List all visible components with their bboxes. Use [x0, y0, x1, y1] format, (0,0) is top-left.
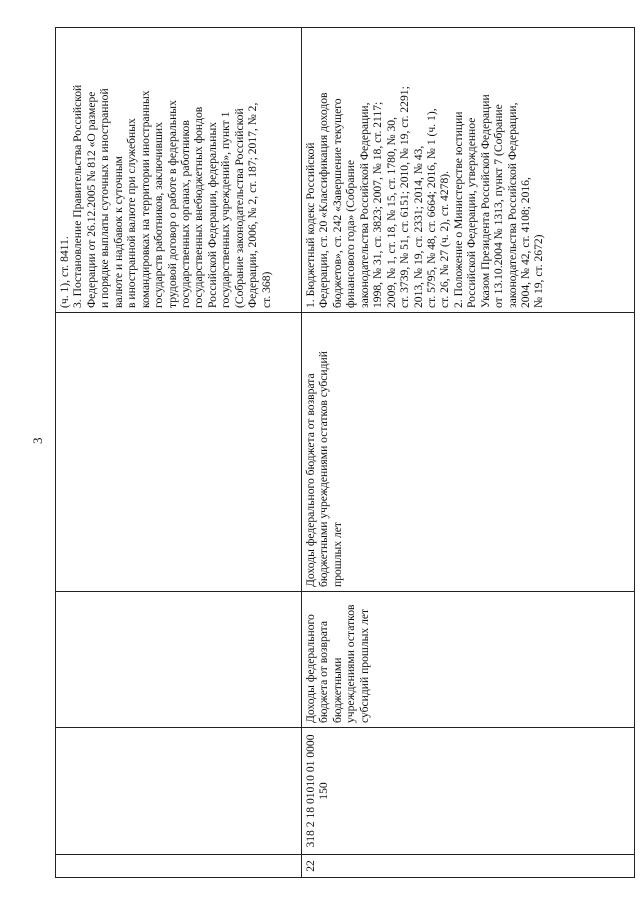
- legal-basis-line: ст. 5795, № 48, ст. 6664; 2016, № 1 (ч. 1),: [424, 108, 438, 308]
- legal-basis-line: № 19, ст. 2672): [532, 234, 546, 308]
- legal-basis-line: (ч. 1), ст. 8411.: [58, 236, 71, 308]
- legal-basis-line: законодательства Российской Федерации,: [505, 102, 519, 308]
- legal-basis-line: трудовой договор о работе в федеральных: [165, 100, 179, 308]
- legal-basis-line: Российской Федерации, федеральных: [205, 121, 219, 308]
- description-cell: [56, 313, 302, 592]
- table-row: [56, 28, 302, 878]
- legal-basis-line: государственных внебюджетных фондов: [192, 106, 206, 308]
- table-row: [302, 28, 635, 878]
- legal-basis-line: бюджетов», ст. 242 «Завершение текущего: [330, 98, 344, 308]
- legal-basis-line: Федерации, ст. 20 «Классификация доходов: [317, 92, 331, 308]
- legal-basis-line: командировках на территории иностранных: [138, 90, 152, 308]
- legal-basis-line: 2004, № 42, ст. 4108; 2016,: [519, 177, 532, 308]
- page-number: 3: [30, 437, 45, 444]
- description-cell: Доходы федерального бюджета от возврата бюджетными учреждениями остатков субсидий прошлых лет: [302, 313, 635, 592]
- legal-basis-line: Российской Федерации, утвержденное: [465, 117, 479, 308]
- legal-basis-line: Указом Президента Российской Федерации: [478, 94, 492, 308]
- legal-basis-line: 2013, № 19, ст. 2331; 2014, № 43,: [411, 145, 425, 308]
- code-cell: 318 2 18 01010 01 0000 150: [302, 728, 635, 855]
- legal-basis-line: в иностранной валюте при служебных: [125, 118, 139, 308]
- legal-basis-line: Федерации, 2006, № 2, ст. 187; 2017, № 2,: [246, 102, 260, 308]
- legal-basis-line: ст. 368): [259, 271, 273, 308]
- legal-basis-line: 1998, № 31, ст. 3823; 2007, № 18, ст. 2117;: [371, 101, 385, 308]
- legal-basis-line: 1. Бюджетный кодекс Российской: [304, 142, 317, 308]
- legal-basis-line: финансового года» (Собрание: [344, 159, 358, 308]
- legal-basis-line: государств работников, заключивших: [152, 122, 166, 308]
- landscape-page: [55, 28, 635, 878]
- legal-basis-line: 2. Положение о Министерстве юстиции: [451, 111, 465, 308]
- legal-basis-line: (Собрание законодательства Российской: [232, 108, 246, 308]
- legal-basis-line: государственных органах, работников: [178, 120, 192, 308]
- legal-basis-line: ст. 26, № 27 (ч. 2), ст. 4278).: [438, 170, 452, 308]
- classification-table: [55, 27, 635, 878]
- legal-basis-line: Федерации от 26.12.2005 № 812 «О размере: [84, 91, 98, 308]
- legal-basis-line: 3. Постановление Правительства Российской: [71, 84, 85, 308]
- row-number-cell: [56, 855, 302, 878]
- row-number-cell: 22: [302, 855, 635, 878]
- legal-basis-line: и порядке выплаты суточных в иностранной: [98, 88, 112, 308]
- legal-basis-line: от 13.10.2004 № 1313, пункт 7 (Собрание: [492, 104, 506, 308]
- legal-basis-line: ст. 3739, № 51, ст. 6151; 2010, № 19, ст. 2291;: [398, 86, 412, 308]
- income-name-cell: [56, 592, 302, 728]
- legal-basis-cell: [302, 28, 635, 313]
- code-cell: [56, 728, 302, 855]
- income-name-cell: Доходы федерального бюджета от возврата бюджетными учреждениями остатков субсидий прошлых лет: [302, 592, 635, 728]
- legal-basis-line: законодательства Российской Федерации,: [357, 102, 371, 308]
- legal-basis-cell: [56, 28, 302, 313]
- legal-basis-line: валюте и надбавок к суточным: [111, 156, 125, 308]
- legal-basis-line: 2009, № 1, ст. 18, № 15, ст. 1780, № 30,: [384, 117, 398, 308]
- legal-basis-line: государственных учреждений», пункт 1: [219, 111, 233, 308]
